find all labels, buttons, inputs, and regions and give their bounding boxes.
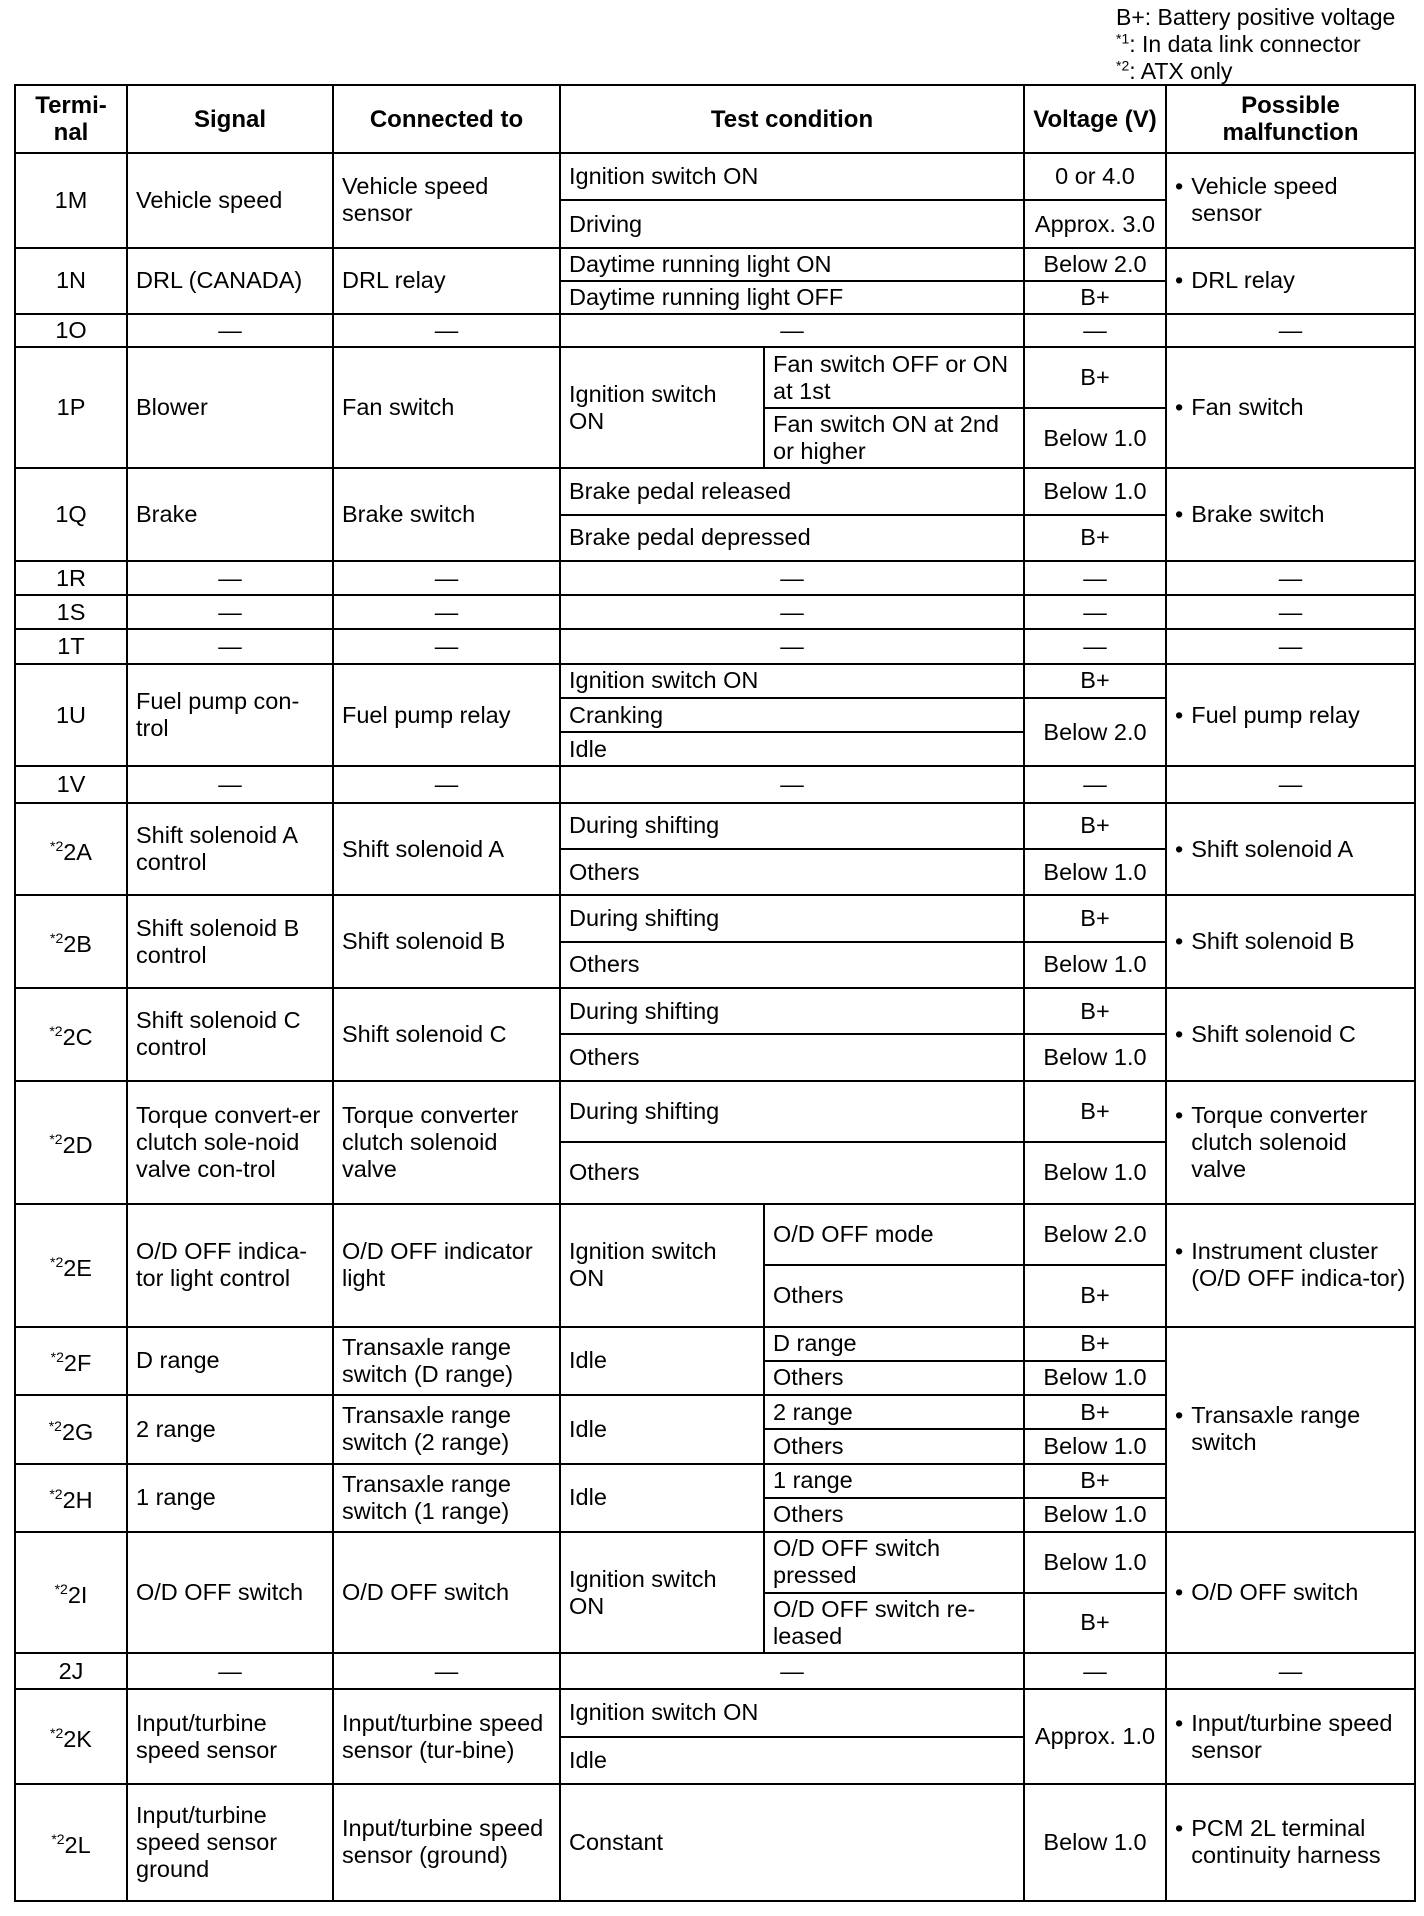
voltage-cell: B+ [1024,895,1166,941]
terminal-cell: $^{*2}$2C [15,988,127,1081]
condition-cell: Ignition switch ON [560,664,1024,698]
terminal-cell: 1R [15,561,127,595]
dash-cell: — [560,595,1024,629]
signal-cell: Brake [127,468,333,561]
voltage-cell: B+ [1024,1593,1166,1653]
table-row [15,1327,1415,1361]
dash-cell: — [1166,595,1415,629]
connected-cell: O/D OFF switch [333,1532,560,1653]
subcondition-cell: O/D OFF switch pressed [764,1532,1024,1592]
signal-cell: Shift solenoid C control [127,988,333,1081]
voltage-cell: 0 or 4.0 [1024,153,1166,200]
malfunction-cell: • Brake switch [1166,468,1415,561]
table-row [15,766,1415,802]
subcondition-cell: Fan switch OFF or ON at 1st [764,347,1024,407]
malfunction-cell: • O/D OFF switch [1166,1532,1415,1653]
signal-cell: Fuel pump con-trol [127,664,333,767]
dash-cell: — [127,629,333,663]
condition-cell: Ignition switch ON [560,153,1024,200]
condition-cell: Driving [560,200,1024,247]
header-signal: Signal [127,85,333,153]
condition-cell: Ignition switch ON [560,347,764,468]
signal-cell: Shift solenoid A control [127,803,333,896]
terminal-cell: 1S [15,595,127,629]
malfunction-cell: • Shift solenoid B [1166,895,1415,988]
dash-cell: — [127,314,333,347]
terminal-cell: 1Q [15,468,127,561]
malfunction-cell: • Fuel pump relay [1166,664,1415,767]
connected-cell: DRL relay [333,248,560,314]
voltage-cell: B+ [1024,1395,1166,1429]
malfunction-cell: • PCM 2L terminal continuity harness [1166,1784,1415,1901]
voltage-cell: Below 2.0 [1024,1204,1166,1265]
terminal-cell: $^{*2}$2E [15,1204,127,1327]
malfunction-cell: • DRL relay [1166,248,1415,314]
signal-cell: O/D OFF switch [127,1532,333,1653]
malfunction-cell: • Fan switch [1166,347,1415,468]
voltage-cell: B+ [1024,515,1166,561]
note-1: $^{*1}$: In data link connector [1116,30,1361,57]
voltage-cell: B+ [1024,988,1166,1034]
header-voltage: Voltage (V) [1024,85,1166,153]
connected-cell: Transaxle range switch (2 range) [333,1395,560,1464]
signal-cell: Vehicle speed [127,153,333,248]
dash-cell: — [1024,629,1166,663]
table-row [15,595,1415,629]
voltage-cell: B+ [1024,664,1166,698]
signal-cell: Shift solenoid B control [127,895,333,988]
terminal-cell: $^{*2}$2D [15,1081,127,1204]
connected-cell: Shift solenoid B [333,895,560,988]
table-row [15,1204,1415,1265]
subcondition-cell: O/D OFF switch re-leased [764,1593,1024,1653]
condition-cell: Daytime running light ON [560,248,1024,281]
condition-cell: Others [560,1142,1024,1203]
condition-cell: During shifting [560,895,1024,941]
voltage-cell: Below 1.0 [1024,1498,1166,1532]
terminal-cell: 1N [15,248,127,314]
condition-cell: Constant [560,1784,1024,1901]
terminal-cell: $^{*2}$2G [15,1395,127,1464]
malfunction-cell: • Transaxle range switch [1166,1327,1415,1533]
terminal-cell: $^{*2}$2A [15,803,127,896]
terminal-cell: 1V [15,766,127,802]
condition-cell: During shifting [560,803,1024,849]
signal-cell: Input/turbine speed sensor ground [127,1784,333,1901]
terminal-cell: 1O [15,314,127,347]
terminal-cell: 2J [15,1653,127,1689]
dash-cell: — [333,314,560,347]
dash-cell: — [333,595,560,629]
table-row [15,664,1415,698]
malfunction-cell: • Vehicle speed sensor [1166,153,1415,248]
dash-cell: — [127,1653,333,1689]
condition-cell: Brake pedal depressed [560,515,1024,561]
subcondition-cell: 2 range [764,1395,1024,1429]
condition-cell: Others [560,942,1024,988]
malfunction-cell: • Input/turbine speed sensor [1166,1689,1415,1784]
malfunction-cell: • Instrument cluster (O/D OFF indica-tor) [1166,1204,1415,1327]
voltage-cell: B+ [1024,1081,1166,1142]
condition-cell: During shifting [560,1081,1024,1142]
terminal-cell: 1P [15,347,127,468]
connected-cell: Vehicle speed sensor [333,153,560,248]
terminal-cell: $^{*2}$2K [15,1689,127,1784]
terminal-cell: $^{*2}$2I [15,1532,127,1653]
table-row [15,153,1415,200]
voltage-cell: Below 1.0 [1024,849,1166,895]
table-row [15,1653,1415,1689]
subcondition-cell: Others [764,1429,1024,1463]
subcondition-cell: 1 range [764,1464,1024,1498]
voltage-cell: Below 1.0 [1024,1361,1166,1395]
connected-cell: Brake switch [333,468,560,561]
malfunction-cell: • Torque converter clutch solenoid valve [1166,1081,1415,1204]
header-row [15,85,1415,153]
dash-cell: — [1166,1653,1415,1689]
dash-cell: — [560,561,1024,595]
connected-cell: Input/turbine speed sensor (ground) [333,1784,560,1901]
subcondition-cell: Fan switch ON at 2nd or higher [764,408,1024,468]
dash-cell: — [1166,314,1415,347]
terminal-cell: $^{*2}$2B [15,895,127,988]
terminal-cell: $^{*2}$2L [15,1784,127,1901]
dash-cell: — [127,561,333,595]
dash-cell: — [333,766,560,802]
dash-cell: — [560,766,1024,802]
dash-cell: — [333,1653,560,1689]
terminal-cell: $^{*2}$2F [15,1327,127,1396]
table-row [15,895,1415,941]
terminal-cell: 1M [15,153,127,248]
terminal-cell: $^{*2}$2H [15,1464,127,1533]
voltage-cell: Below 1.0 [1024,1034,1166,1080]
voltage-cell: Approx. 3.0 [1024,200,1166,247]
header-terminal: Termi-nal [15,85,127,153]
connected-cell: O/D OFF indicator light [333,1204,560,1327]
dash-cell: — [560,1653,1024,1689]
connected-cell: Transaxle range switch (1 range) [333,1464,560,1533]
pcm-terminal-table [14,84,1416,1902]
table-row [15,347,1415,407]
subcondition-cell: Others [764,1361,1024,1395]
table-row [15,468,1415,514]
condition-cell: Idle [560,1395,764,1464]
voltage-cell: Approx. 1.0 [1024,1689,1166,1784]
condition-cell: Ignition switch ON [560,1689,1024,1736]
connected-cell: Torque converter clutch solenoid valve [333,1081,560,1204]
table-row [15,1689,1415,1736]
dash-cell: — [333,629,560,663]
subcondition-cell: D range [764,1327,1024,1361]
note-2: $^{*2}$: ATX only [1116,57,1233,84]
condition-cell: Idle [560,1464,764,1533]
voltage-cell: Below 1.0 [1024,468,1166,514]
connected-cell: Shift solenoid A [333,803,560,896]
voltage-cell: B+ [1024,1327,1166,1361]
condition-cell: Idle [560,1327,764,1396]
malfunction-cell: • Shift solenoid C [1166,988,1415,1081]
table-row [15,988,1415,1034]
voltage-cell: Below 2.0 [1024,248,1166,281]
connected-cell: Transaxle range switch (D range) [333,1327,560,1396]
voltage-cell: Below 1.0 [1024,408,1166,468]
connected-cell: Fuel pump relay [333,664,560,767]
signal-cell: O/D OFF indica-tor light control [127,1204,333,1327]
header-connected-to: Connected to [333,85,560,153]
legend-notes [1116,4,1416,85]
dash-cell: — [127,766,333,802]
condition-cell: Idle [560,1737,1024,1784]
voltage-cell: B+ [1024,1464,1166,1498]
table-row [15,1081,1415,1142]
table-row [15,314,1415,347]
table-row [15,561,1415,595]
connected-cell: Input/turbine speed sensor (tur-bine) [333,1689,560,1784]
dash-cell: — [560,629,1024,663]
dash-cell: — [1024,561,1166,595]
dash-cell: — [560,314,1024,347]
table-row [15,1784,1415,1901]
condition-cell: During shifting [560,988,1024,1034]
condition-cell: Brake pedal released [560,468,1024,514]
signal-cell: D range [127,1327,333,1396]
condition-cell: Cranking [560,698,1024,732]
voltage-cell: B+ [1024,347,1166,407]
table-row [15,803,1415,849]
condition-cell: Others [560,1034,1024,1080]
dash-cell: — [1166,561,1415,595]
voltage-cell: Below 1.0 [1024,942,1166,988]
note-bplus: B+: Battery positive voltage [1116,4,1396,30]
signal-cell: 1 range [127,1464,333,1533]
header-malfunction: Possible malfunction [1166,85,1415,153]
voltage-cell: Below 1.0 [1024,1429,1166,1463]
voltage-cell: Below 2.0 [1024,698,1166,767]
dash-cell: — [333,561,560,595]
signal-cell: DRL (CANADA) [127,248,333,314]
condition-cell: Ignition switch ON [560,1204,764,1327]
malfunction-cell: • Shift solenoid A [1166,803,1415,896]
condition-cell: Daytime running light OFF [560,281,1024,314]
voltage-cell: B+ [1024,803,1166,849]
dash-cell: — [1024,595,1166,629]
subcondition-cell: O/D OFF mode [764,1204,1024,1265]
voltage-cell: B+ [1024,1265,1166,1326]
voltage-cell: Below 1.0 [1024,1532,1166,1592]
subcondition-cell: Others [764,1498,1024,1532]
table-row [15,1532,1415,1592]
dash-cell: — [127,595,333,629]
header-test-condition: Test condition [560,85,1024,153]
condition-cell: Ignition switch ON [560,1532,764,1653]
subcondition-cell: Others [764,1265,1024,1326]
dash-cell: — [1024,314,1166,347]
signal-cell: Torque convert-er clutch sole-noid valve con-trol [127,1081,333,1204]
table-row [15,629,1415,663]
table-row [15,248,1415,281]
terminal-cell: 1T [15,629,127,663]
signal-cell: Input/turbine speed sensor [127,1689,333,1784]
dash-cell: — [1166,766,1415,802]
voltage-cell: Below 1.0 [1024,1142,1166,1203]
dash-cell: — [1166,629,1415,663]
voltage-cell: B+ [1024,281,1166,314]
signal-cell: Blower [127,347,333,468]
dash-cell: — [1024,1653,1166,1689]
connected-cell: Shift solenoid C [333,988,560,1081]
signal-cell: 2 range [127,1395,333,1464]
condition-cell: Others [560,849,1024,895]
terminal-cell: 1U [15,664,127,767]
connected-cell: Fan switch [333,347,560,468]
dash-cell: — [1024,766,1166,802]
voltage-cell: Below 1.0 [1024,1784,1166,1901]
condition-cell: Idle [560,732,1024,766]
